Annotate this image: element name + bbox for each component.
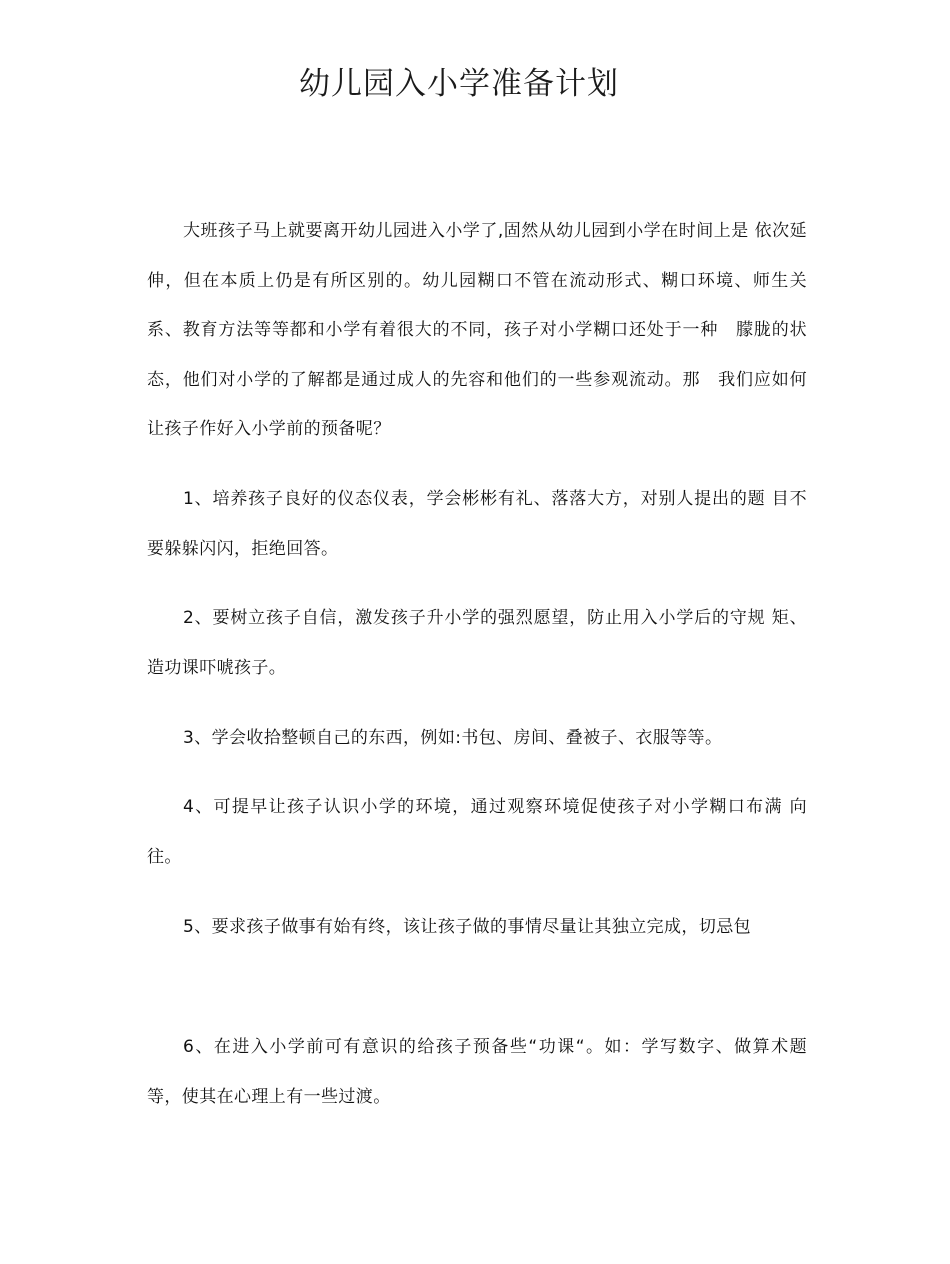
paragraph-item-6: 6、在进入小学前可有意识的给孩子预备些“功课“。如：学写数字、做算术题 等，使其在心理上有一些过渡。 — [147, 1037, 807, 1107]
paragraph-item-5: 5、要求孩子做事有始有终，该让孩子做的事情尽量让其独立完成，切忌包 — [183, 917, 752, 937]
paragraph-item-1: 1、培养孩子良好的仪态仪表，学会彬彬有礼、落落大方，对别人提出的题 目不要躲躲闪闪，拒绝回答。 — [147, 489, 807, 559]
paragraph-intro: 大班孩子马上就要离开幼儿园进入小学了,固然从幼儿园到小学在时间上是 依次延伸，但在本质上仍是有所区别的。幼儿园糊口不管在流动形式、糊口环境、师生关系、教育方法等等都和小学有着很大的不同，孩子对小学糊口还处于一种 朦胧的状态，他们对小学的了解都是通过成人的先容和他们的一些参观流动。那 我们应如何让孩子作好入小学前的预备呢？ — [147, 221, 807, 439]
paragraph-item-2: 2、要树立孩子自信，激发孩子升小学的强烈愿望，防止用入小学后的守规 矩、造功课吓唬孩子。 — [147, 608, 807, 678]
paragraph-item-4: 4、可提早让孩子认识小学的环境，通过观察环境促使孩子对小学糊口布满 向往。 — [147, 797, 807, 867]
document-title: 幼儿园入小学准备计划 — [299, 66, 619, 102]
paragraph-item-3: 3、学会收拾整顿自己的东西，例如:书包、房间、叠被子、衣服等等。 — [183, 728, 723, 748]
